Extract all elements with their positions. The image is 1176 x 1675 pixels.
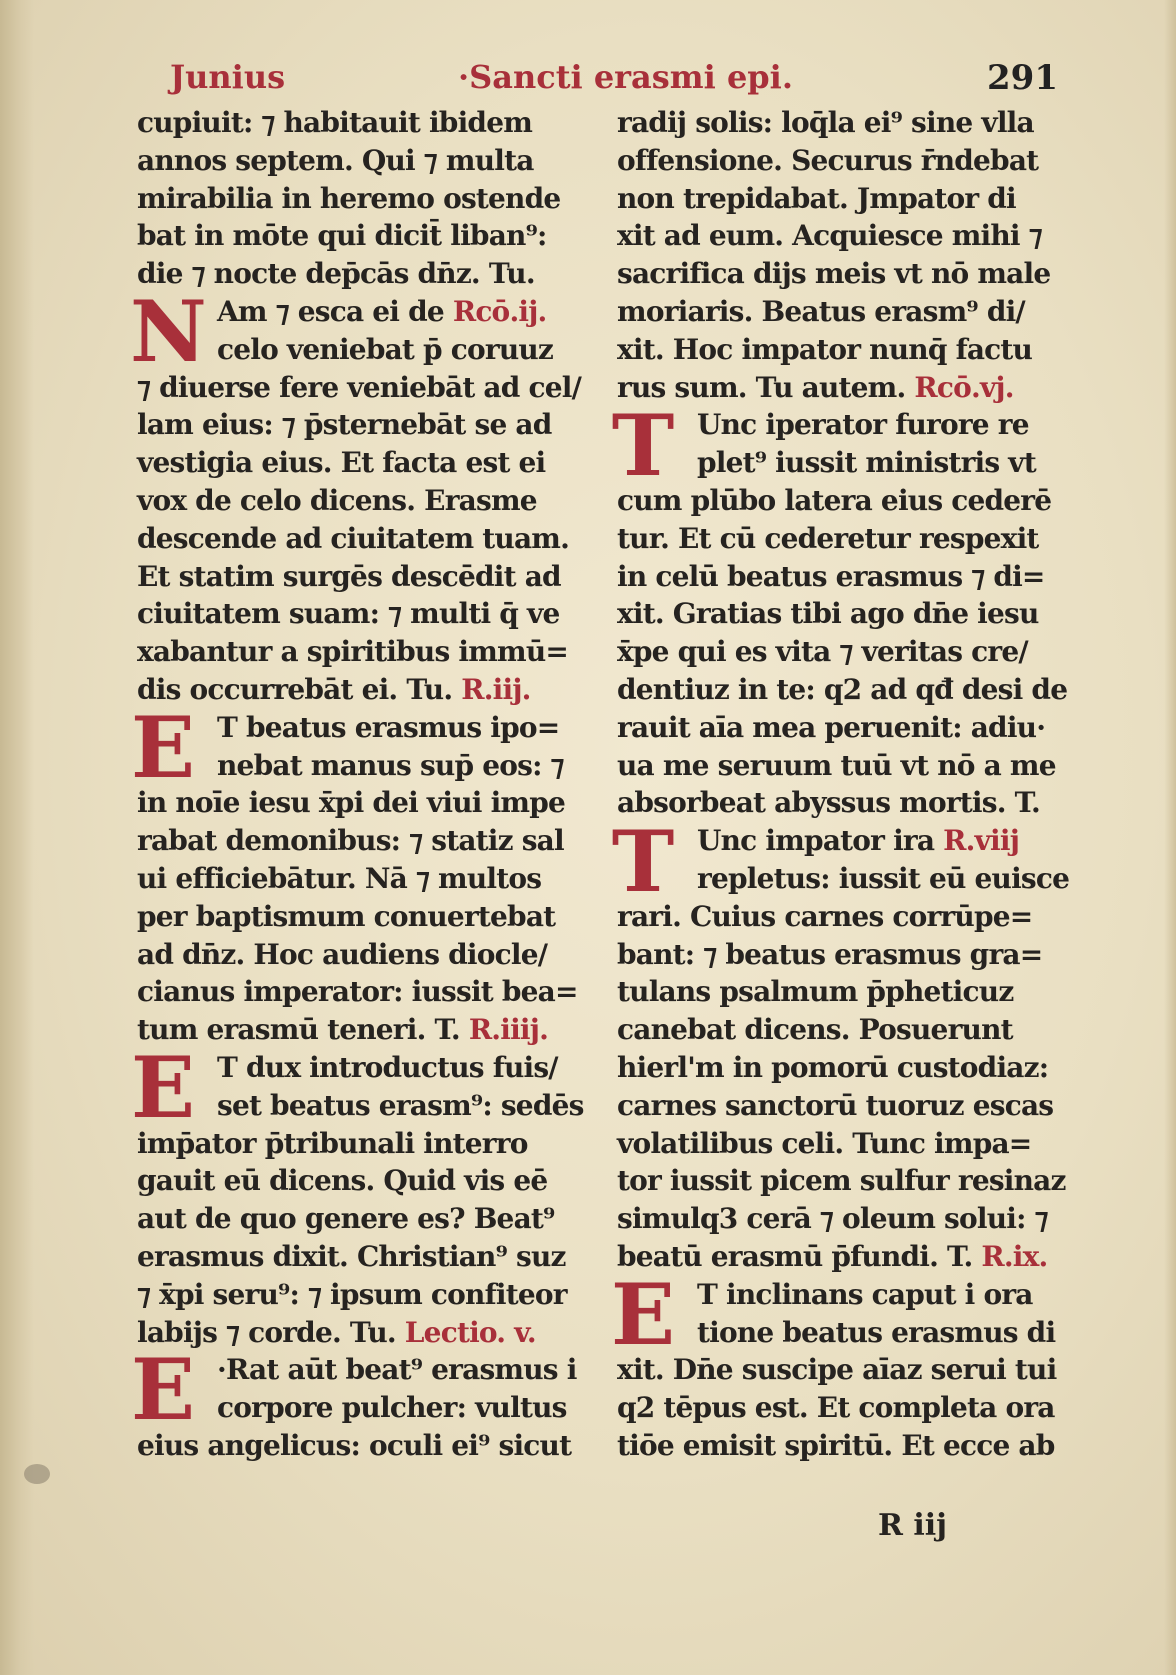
drop-initial-e: E xyxy=(130,698,196,797)
text-line: in celū beatus erasmus ⁊ di= xyxy=(617,559,1045,593)
text-line: bant: ⁊ beatus erasmus gra= xyxy=(617,937,1043,971)
text-line: hierl'm in pomorū custodiaz: xyxy=(617,1050,1049,1084)
drop-initial-t: T xyxy=(611,812,675,911)
text-line: rauit aīa mea peruenit: adiu· xyxy=(617,710,1046,744)
rubric-marker: Rcō.vj. xyxy=(914,370,1014,404)
text-line: tor iussit picem sulfur resinaz xyxy=(617,1164,1066,1198)
text-line: carnes sanctorū tuoruz escas xyxy=(617,1088,1054,1122)
text-line: per baptismum conuertebat xyxy=(137,899,556,933)
text-line: set beatus erasm⁹: sedēs xyxy=(217,1088,584,1122)
text-line: tiōe emisit spiritū. Et ecce ab xyxy=(617,1428,1055,1462)
text-line: offensione. Securus r̄ndebat xyxy=(617,143,1039,177)
text-line: mirabilia in heremo ostende xyxy=(137,181,561,215)
text-line: xabantur a spiritibus immū= xyxy=(137,635,569,669)
text-line: Unc impator ira R.viij xyxy=(697,824,1020,858)
header-title: ·Sancti erasmi epi. xyxy=(458,58,793,96)
text-line: q2 tēpus est. Et completa ora xyxy=(617,1391,1055,1425)
text-line: tur. Et cū cederetur respexit xyxy=(617,521,1039,555)
text-line: labijs ⁊ corde. Tu. Lectio. v. xyxy=(137,1315,536,1349)
text-line: T inclinans caput i ora xyxy=(697,1277,1033,1311)
running-header xyxy=(0,58,1176,98)
folio-number: 291 xyxy=(987,58,1058,98)
drop-initial-e: E xyxy=(130,1038,196,1137)
text-line: T beatus erasmus ipo= xyxy=(217,710,560,744)
text-line: die ⁊ nocte dep̄cās dn̄z. Tu. xyxy=(137,257,535,291)
text-line: vestigia eius. Et facta est ei xyxy=(137,446,546,480)
text-line: celo veniebat p̄ coruuz xyxy=(217,332,554,366)
text-line: rari. Cuius carnes corrūpe= xyxy=(617,899,1033,933)
signature-mark: R iij xyxy=(878,1508,948,1543)
text-line: xit ad eum. Acquiesce mihi ⁊ xyxy=(617,219,1042,253)
text-line: Et statim surgēs descēdit ad xyxy=(137,559,561,593)
text-line: cum plūbo latera eius cederē xyxy=(617,483,1052,517)
text-column-right xyxy=(617,104,1070,1465)
text-line: ⁊ x̄pi seru⁹: ⁊ ipsum confiteor xyxy=(137,1277,567,1311)
text-line: repletus: iussit eū euisce xyxy=(697,861,1070,895)
text-line: imp̄ator p̄tribunali interro xyxy=(137,1126,528,1160)
text-line: bat in mōte qui dicit̄ liban⁹: xyxy=(137,219,547,253)
text-line: erasmus dixit. Christian⁹ suz xyxy=(137,1239,566,1273)
binding-gutter xyxy=(0,0,34,1675)
text-line: rus sum. Tu autem. Rcō.vj. xyxy=(617,370,1014,404)
text-line: ciuitatem suam: ⁊ multi q̄ ve xyxy=(137,597,560,631)
text-line: rabat demonibus: ⁊ statiz sal xyxy=(137,824,564,858)
text-line: simulq3 cerā ⁊ oleum solui: ⁊ xyxy=(617,1202,1048,1236)
text-line: aut de quo genere es? Beat⁹ xyxy=(137,1202,555,1236)
text-line: corpore pulcher: vultus xyxy=(217,1391,567,1425)
text-line: in noīe iesu x̄pi dei viui impe xyxy=(137,786,566,820)
text-line: radij solis: loq̄la ei⁹ sine vlla xyxy=(617,106,1034,139)
rubric-marker: R.ix. xyxy=(981,1239,1048,1273)
text-line: xit. Dn̄e suscipe aīaz serui tui xyxy=(617,1353,1057,1387)
page-edge xyxy=(1164,0,1176,1675)
rubric-marker: Lectio. v. xyxy=(404,1315,536,1349)
text-line: descende ad ciuitatem tuam. xyxy=(137,521,570,555)
text-line: canebat dicens. Posuerunt xyxy=(617,1013,1013,1047)
text-line: xit. Hoc impator nunq̄ factu xyxy=(617,332,1033,366)
text-line: ⁊ diuerse fere veniebāt ad cel/ xyxy=(137,370,581,404)
text-line: xit. Gratias tibi ago dn̄e iesu xyxy=(617,597,1039,631)
drop-initial-e: E xyxy=(610,1265,676,1364)
text-line: eius angelicus: oculi ei⁹ sicut xyxy=(137,1428,572,1462)
text-line: dis occurrebāt ei. Tu. R.iij. xyxy=(137,672,531,706)
text-line: Am ⁊ esca ei de Rcō.ij. xyxy=(217,294,547,328)
paper-hole xyxy=(24,1464,50,1484)
text-line: nebat manus sup̄ eos: ⁊ xyxy=(217,748,564,782)
text-line: cupiuit: ⁊ habitauit ibidem xyxy=(137,106,533,139)
text-line: sacrifica dijs meis vt nō male xyxy=(617,257,1051,291)
text-line: non trepidabat. Jmpator di xyxy=(617,181,1016,215)
text-line: moriaris. Beatus erasm⁹ di/ xyxy=(617,294,1025,328)
text-line: annos septem. Qui ⁊ multa xyxy=(137,143,534,177)
rubric-marker: R.viij xyxy=(943,824,1020,858)
text-line: cianus imperator: iussit bea= xyxy=(137,975,578,1009)
text-line: absorbeat abyssus mortis. T. xyxy=(617,786,1040,820)
text-line: x̄pe qui es vita ⁊ veritas cre/ xyxy=(617,635,1028,669)
drop-initial-n: N xyxy=(130,282,207,381)
text-line: tione beatus erasmus di xyxy=(697,1315,1056,1349)
text-line: beatū erasmū p̄fundi. T. R.ix. xyxy=(617,1239,1048,1273)
text-line: ad dn̄z. Hoc audiens diocle/ xyxy=(137,937,548,971)
header-month: Junius xyxy=(170,58,286,96)
rubric-marker: R.iiij. xyxy=(468,1013,549,1047)
text-line: gauit eū dicens. Quid vis eē xyxy=(137,1164,548,1198)
text-line: tulans psalmum p̄pheticuz xyxy=(617,975,1014,1009)
text-line: vox de celo dicens. Erasme xyxy=(137,483,537,517)
drop-initial-e: E xyxy=(130,1340,196,1439)
text-line: lam eius: ⁊ p̄sternebāt se ad xyxy=(137,408,552,442)
text-line: ui efficiebātur. Nā ⁊ multos xyxy=(137,861,542,895)
text-line: T dux introductus fuis/ xyxy=(217,1050,558,1084)
text-line: volatilibus celi. Tunc impa= xyxy=(617,1126,1032,1160)
text-line: Unc iperator furore re xyxy=(697,408,1029,442)
text-line: plet⁹ iussit ministris vt xyxy=(697,446,1036,480)
text-line: dentiuz in te: q2 ad qđ desi de xyxy=(617,672,1068,706)
text-line: ua me seruum tuū vt nō a me xyxy=(617,748,1056,782)
text-line: ·Rat aūt beat⁹ erasmus i xyxy=(217,1353,577,1387)
rubric-marker: R.iij. xyxy=(461,672,531,706)
rubric-marker: Rcō.ij. xyxy=(452,294,547,328)
drop-initial-t: T xyxy=(611,396,675,495)
text-line: tum erasmū teneri. T. R.iiij. xyxy=(137,1013,549,1047)
